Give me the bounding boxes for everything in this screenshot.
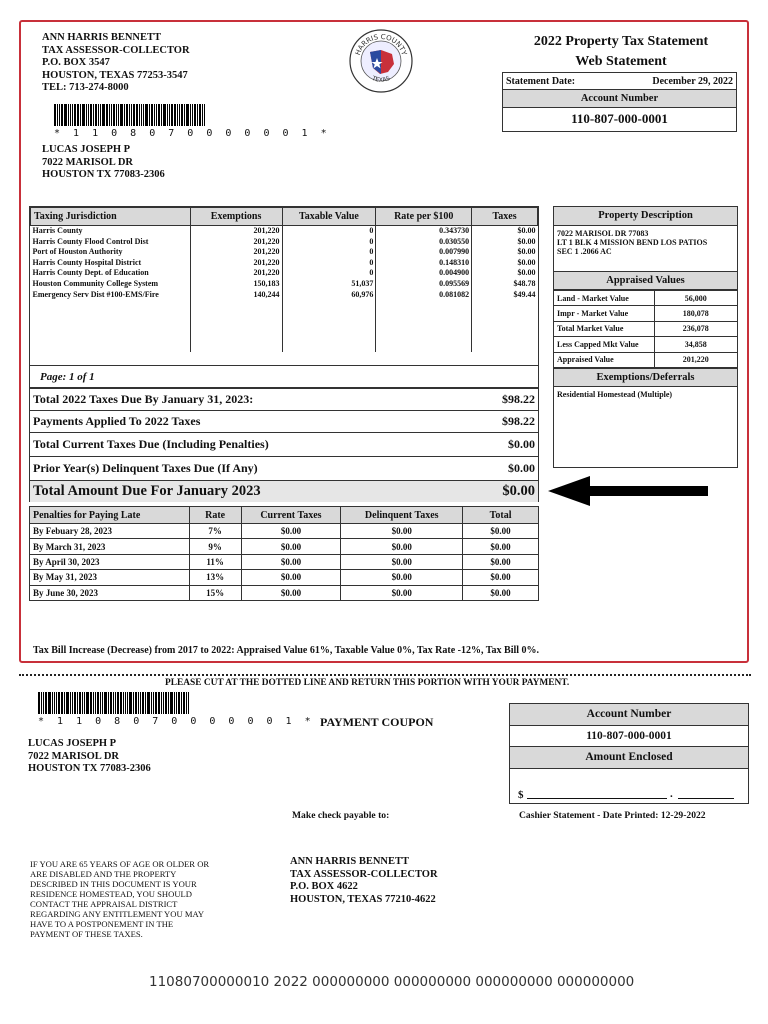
barcode-bar xyxy=(197,104,198,126)
cell-taxes: $0.00 xyxy=(472,237,538,248)
appraised-row xyxy=(554,321,737,336)
barcode-bar xyxy=(82,692,83,714)
appraised-row xyxy=(554,352,737,367)
barcode-bar xyxy=(52,692,53,714)
cell-rate: 0.004900 xyxy=(376,268,472,279)
cashier-statement: Cashier Statement - Date Printed: 12-29-2022 xyxy=(519,810,706,821)
barcode-bar xyxy=(184,104,185,126)
penalty-total: $0.00 xyxy=(463,554,539,569)
coupon-account-label: Account Number xyxy=(510,704,748,726)
property-panel xyxy=(553,206,738,468)
appraised-values-table xyxy=(554,290,737,368)
barcode-bar xyxy=(95,692,96,714)
penalty-row xyxy=(30,524,539,539)
barcode-bar xyxy=(154,104,155,126)
penalty-current: $0.00 xyxy=(241,570,341,585)
barcode-bar xyxy=(38,692,40,714)
barcode-bar xyxy=(118,104,119,126)
barcode-bar xyxy=(170,692,173,714)
current-due-row: Total Current Taxes Due (Including Penalties) $0.00 xyxy=(30,432,538,456)
penalty-delinquent: $0.00 xyxy=(341,585,463,600)
barcode-bar xyxy=(204,104,205,126)
penalty-delinquent: $0.00 xyxy=(341,524,463,539)
barcode-bar xyxy=(153,692,154,714)
barcode-bar xyxy=(80,104,81,126)
barcode-bar xyxy=(106,104,108,126)
statement-subtitle: Web Statement xyxy=(575,54,667,69)
barcode-bar xyxy=(168,692,169,714)
penalty-delinquent: $0.00 xyxy=(341,554,463,569)
barcode-bar xyxy=(72,104,73,126)
col-jurisdiction: Taxing Jurisdiction xyxy=(31,208,191,226)
property-description: 7022 MARISOL DR 77083 LT 1 BLK 4 MISSION BEND LOS PATIOS SEC 1 .2066 AC xyxy=(557,229,708,256)
barcode-bar xyxy=(93,104,94,126)
table-row xyxy=(31,247,538,258)
barcode-bar xyxy=(66,692,69,714)
cell-name: Port of Houston Authority xyxy=(31,247,191,258)
total-taxes-row: Total 2022 Taxes Due By January 31, 2023: $98.22 xyxy=(33,391,535,406)
barcode-bar xyxy=(120,104,123,126)
barcode-bar xyxy=(72,692,73,714)
scan-line: 11080700000010 2022 000000000 000000000 000000000 000000000 xyxy=(149,974,635,990)
barcode-bar xyxy=(163,104,166,126)
appraised-label: Land - Market Value xyxy=(554,291,654,306)
penalty-date: By Febuary 28, 2023 xyxy=(30,524,190,539)
cell-rate: 0.095569 xyxy=(376,279,472,290)
barcode-bar xyxy=(86,104,87,126)
penalty-current: $0.00 xyxy=(241,539,341,554)
penalty-total: $0.00 xyxy=(463,570,539,585)
penalty-row xyxy=(30,554,539,569)
tax-increase-line: Tax Bill Increase (Decrease) from 2017 to 2022: Appraised Value 61%, Taxable Value 0%, Tax Rate -12%, Tax Bill 0%. xyxy=(33,645,540,656)
barcode-bar xyxy=(56,692,57,714)
coupon-account-value: 110-807-000-0001 xyxy=(510,726,748,747)
barcode-bar xyxy=(43,692,44,714)
barcode-bar xyxy=(151,692,152,714)
cell-name: Harris County Hospital District xyxy=(31,258,191,269)
cell-taxable: 51,037 xyxy=(282,279,376,290)
barcode-bar xyxy=(77,692,78,714)
cell-taxable: 0 xyxy=(282,237,376,248)
pen-col-current: Current Taxes xyxy=(241,507,341,524)
penalty-rate: 9% xyxy=(189,539,241,554)
barcode-bar xyxy=(143,104,144,126)
barcode-bar xyxy=(70,104,71,126)
barcode xyxy=(54,104,330,139)
barcode-bar xyxy=(186,692,187,714)
barcode-bar xyxy=(45,692,47,714)
cell-rate: 0.148310 xyxy=(376,258,472,269)
barcode-bar xyxy=(95,104,97,126)
senior-notice: IF YOU ARE 65 YEARS OF AGE OR OLDER OR ARE DISABLED AND THE PROPERTY DESCRIBED IN THIS DOCUMENT IS YOUR RESIDENCE HOMESTEAD, YOU SHOULD CONTACT THE APPRAISAL DISTRICT REGARDING ANY ENTITLEMENT YOU MAY HAVE TO A POSTPONEMENT IN THE PAYMENT OF THESE TAXES. xyxy=(30,859,210,939)
coupon-account-box xyxy=(509,703,749,804)
penalty-current: $0.00 xyxy=(241,524,341,539)
statement-date-value: December 29, 2022 xyxy=(652,75,733,87)
barcode-bar xyxy=(138,692,139,714)
col-exemptions: Exemptions xyxy=(190,208,282,226)
penalty-rate: 13% xyxy=(189,570,241,585)
barcode-bar xyxy=(140,692,141,714)
barcode-bar xyxy=(145,104,148,126)
owner-address: LUCAS JOSEPH P 7022 MARISOL DR HOUSTON TX 77083-2306 xyxy=(42,144,165,181)
payments-row: Payments Applied To 2022 Taxes $98.22 xyxy=(30,410,538,432)
barcode-bar xyxy=(113,104,115,126)
penalty-current: $0.00 xyxy=(241,585,341,600)
barcode-bar xyxy=(58,692,60,714)
account-number-label: Account Number xyxy=(503,90,736,108)
barcode-bar xyxy=(133,692,134,714)
barcode-bar xyxy=(174,104,176,126)
barcode-bar xyxy=(115,692,116,714)
pen-col-delinquent: Delinquent Taxes xyxy=(341,507,463,524)
barcode-bar xyxy=(79,692,81,714)
barcode-bar xyxy=(61,692,63,714)
penalty-current: $0.00 xyxy=(241,554,341,569)
barcode-bar xyxy=(102,104,105,126)
barcode-bar xyxy=(86,692,89,714)
barcode-bar xyxy=(41,692,42,714)
barcode-bar xyxy=(161,692,162,714)
barcode-bar xyxy=(70,692,71,714)
barcode-text: * 1 1 0 8 0 7 0 0 0 0 0 0 1 * xyxy=(54,128,331,139)
barcode-bar xyxy=(161,104,162,126)
cell-exemptions: 201,220 xyxy=(190,268,282,279)
barcode-bar xyxy=(158,692,160,714)
barcode-bar xyxy=(57,104,58,126)
assessor-address: ANN HARRIS BENNETT TAX ASSESSOR-COLLECTOR P.O. BOX 3547 HOUSTON, TEXAS 77253-3547 TEL: 713-274-8000 xyxy=(42,32,190,94)
penalty-date: By May 31, 2023 xyxy=(30,570,190,585)
barcode-bar xyxy=(156,104,157,126)
barcode-bar xyxy=(116,104,117,126)
barcode-bar xyxy=(141,104,142,126)
cell-name: Harris County xyxy=(31,226,191,237)
prior-due-row: Prior Year(s) Delinquent Taxes Due (If Any) $0.00 xyxy=(30,456,538,480)
barcode-bar xyxy=(74,692,76,714)
barcode-bar xyxy=(100,104,101,126)
barcode-bar xyxy=(186,104,189,126)
barcode-bar xyxy=(88,104,89,126)
pen-col-total: Total xyxy=(463,507,539,524)
barcode-bar xyxy=(104,692,107,714)
penalty-rate: 11% xyxy=(189,554,241,569)
appraised-value: 180,078 xyxy=(654,306,737,321)
cell-taxes: $48.78 xyxy=(472,279,538,290)
appraised-value: 34,858 xyxy=(654,337,737,352)
cell-taxable: 0 xyxy=(282,226,376,237)
cell-exemptions: 201,220 xyxy=(190,247,282,258)
page-indicator: Page: 1 of 1 xyxy=(29,366,539,388)
barcode-bar xyxy=(117,692,119,714)
cell-name: Emergency Serv Dist #100-EMS/Fire xyxy=(31,290,191,301)
barcode-bar xyxy=(126,104,128,126)
penalty-total: $0.00 xyxy=(463,539,539,554)
barcode-bar xyxy=(82,104,85,126)
col-taxable: Taxable Value xyxy=(282,208,376,226)
barcode-bar xyxy=(174,692,175,714)
barcode-bar xyxy=(64,692,65,714)
barcode-bar xyxy=(97,692,99,714)
barcode-bar xyxy=(178,692,180,714)
decimal-point: . xyxy=(670,788,673,800)
table-row xyxy=(31,258,538,269)
barcode-bar xyxy=(102,692,103,714)
appraised-label: Total Market Value xyxy=(554,321,654,336)
cell-exemptions: 201,220 xyxy=(190,258,282,269)
barcode-bar xyxy=(109,104,110,126)
barcode-bar xyxy=(202,104,203,126)
barcode-bar xyxy=(123,692,124,714)
table-row xyxy=(31,279,538,290)
appraised-label: Appraised Value xyxy=(554,352,654,367)
penalty-delinquent: $0.00 xyxy=(341,539,463,554)
dollar-sign: $ xyxy=(518,789,524,801)
barcode-bar xyxy=(120,692,122,714)
barcode-bar xyxy=(100,692,101,714)
barcode-bar xyxy=(98,104,99,126)
barcode-bar xyxy=(68,104,69,126)
barcode-bar xyxy=(192,104,193,126)
barcode-bar xyxy=(151,104,153,126)
penalties-table xyxy=(29,506,539,601)
table-row xyxy=(31,226,538,237)
penalty-total: $0.00 xyxy=(463,524,539,539)
statement-title: 2022 Property Tax Statement xyxy=(533,34,709,49)
col-taxes: Taxes xyxy=(472,208,538,226)
barcode-bar xyxy=(177,104,178,126)
barcode-bar xyxy=(163,692,164,714)
coupon-barcode xyxy=(38,692,314,727)
cell-taxable: 0 xyxy=(282,258,376,269)
barcode-bar xyxy=(84,692,85,714)
barcode-bar xyxy=(93,692,94,714)
barcode-bar xyxy=(167,104,168,126)
appraised-label: Less Capped Mkt Value xyxy=(554,337,654,352)
barcode-bar xyxy=(169,104,170,126)
barcode-bar xyxy=(111,104,112,126)
cut-instruction: PLEASE CUT AT THE DOTTED LINE AND RETURN THIS PORTION WITH YOUR PAYMENT. xyxy=(165,678,570,688)
appraised-value: 201,220 xyxy=(654,352,737,367)
barcode-bar xyxy=(131,104,132,126)
table-row xyxy=(31,268,538,279)
cell-taxable: 0 xyxy=(282,247,376,258)
account-number-value: 110-807-000-0001 xyxy=(571,111,668,126)
barcode-bar xyxy=(181,692,182,714)
cell-taxes: $0.00 xyxy=(472,226,538,237)
barcode-bar xyxy=(90,692,92,714)
barcode-bar xyxy=(64,104,67,126)
appraised-values-header: Appraised Values xyxy=(554,271,737,290)
barcode-bar xyxy=(90,104,92,126)
penalty-rate: 15% xyxy=(189,585,241,600)
barcode-bar xyxy=(127,692,128,714)
pen-col-rate: Rate xyxy=(189,507,241,524)
barcode-bar xyxy=(125,692,126,714)
barcode-bar xyxy=(190,104,191,126)
barcode-bar xyxy=(77,104,79,126)
coupon-barcode-text: * 1 1 0 8 0 7 0 0 0 0 0 0 1 * xyxy=(38,716,315,727)
col-rate: Rate per $100 xyxy=(376,208,472,226)
barcode-bar xyxy=(155,692,157,714)
penalty-date: By June 30, 2023 xyxy=(30,585,190,600)
barcode-bar xyxy=(142,692,144,714)
svg-text:TEXAS: TEXAS xyxy=(370,74,392,84)
barcode-bar xyxy=(188,692,189,714)
cell-taxes: $0.00 xyxy=(472,268,538,279)
barcode-bar xyxy=(165,692,167,714)
svg-text:HARRIS COUNTY: HARRIS COUNTY xyxy=(353,32,409,57)
exemptions-header: Exemptions/Deferrals xyxy=(554,368,737,387)
appraised-value: 56,000 xyxy=(654,291,737,306)
cell-name: Houston Community College System xyxy=(31,279,191,290)
barcode-bar xyxy=(129,104,130,126)
payment-coupon-title: PAYMENT COUPON xyxy=(320,715,434,729)
cell-rate: 0.343730 xyxy=(376,226,472,237)
barcode-bar xyxy=(145,692,146,714)
appraised-row xyxy=(554,291,737,306)
cell-rate: 0.007990 xyxy=(376,247,472,258)
appraised-value: 236,078 xyxy=(654,321,737,336)
barcode-bar xyxy=(176,692,177,714)
cell-taxes: $0.00 xyxy=(472,258,538,269)
barcode-bar xyxy=(139,104,140,126)
barcode-bar xyxy=(129,692,132,714)
barcode-bar xyxy=(59,104,60,126)
payee-address: ANN HARRIS BENNETT TAX ASSESSOR-COLLECTOR P.O. BOX 4622 HOUSTON, TEXAS 77210-4622 xyxy=(290,856,438,905)
table-row xyxy=(31,290,538,301)
exemptions-value: Residential Homestead (Multiple) xyxy=(557,389,673,399)
barcode-bar xyxy=(181,104,183,126)
cell-taxes: $49.44 xyxy=(472,290,538,301)
barcode-bar xyxy=(133,104,135,126)
barcode-bar xyxy=(110,692,112,714)
appraised-row xyxy=(554,337,737,352)
cell-exemptions: 140,244 xyxy=(190,290,282,301)
barcode-bar xyxy=(74,104,76,126)
penalty-date: By April 30, 2023 xyxy=(30,554,190,569)
barcode-bar xyxy=(135,692,137,714)
penalty-row xyxy=(30,570,539,585)
barcode-bar xyxy=(194,104,196,126)
cell-taxable: 60,976 xyxy=(282,290,376,301)
appraised-row xyxy=(554,306,737,321)
barcode-bar xyxy=(108,692,109,714)
cell-name: Harris County Flood Control Dist xyxy=(31,237,191,248)
amount-cents-field[interactable] xyxy=(678,798,734,799)
cell-exemptions: 201,220 xyxy=(190,237,282,248)
penalty-date: By March 31, 2023 xyxy=(30,539,190,554)
barcode-bar xyxy=(171,104,173,126)
cell-taxable: 0 xyxy=(282,268,376,279)
barcode-bar xyxy=(54,104,56,126)
cell-rate: 0.030550 xyxy=(376,237,472,248)
appraised-label: Impr - Market Value xyxy=(554,306,654,321)
barcode-bar xyxy=(61,104,63,126)
penalty-total: $0.00 xyxy=(463,585,539,600)
penalty-row xyxy=(30,585,539,600)
cell-exemptions: 150,183 xyxy=(190,279,282,290)
barcode-bar xyxy=(48,692,51,714)
penalty-delinquent: $0.00 xyxy=(341,570,463,585)
barcode-bar xyxy=(183,692,185,714)
pen-col-period: Penalties for Paying Late xyxy=(30,507,190,524)
barcode-bar xyxy=(179,104,180,126)
penalty-row xyxy=(30,539,539,554)
cell-name: Harris County Dept. of Education xyxy=(31,268,191,279)
amount-due-row: Total Amount Due For January 2023 $0.00 xyxy=(30,480,538,502)
coupon-owner-address: LUCAS JOSEPH P 7022 MARISOL DR HOUSTON TX 77083-2306 xyxy=(28,738,151,775)
barcode-bar xyxy=(149,104,150,126)
statement-date-label: Statement Date: xyxy=(506,75,576,87)
statement-title-block xyxy=(505,32,737,72)
payable-label: Make check payable to: xyxy=(292,810,390,821)
cell-exemptions: 201,220 xyxy=(190,226,282,237)
arrow-icon xyxy=(548,476,710,511)
barcode-bar xyxy=(199,104,201,126)
account-box xyxy=(502,72,737,132)
property-description-header: Property Description xyxy=(554,207,737,226)
barcode-bar xyxy=(113,692,114,714)
cell-taxes: $0.00 xyxy=(472,247,538,258)
harris-county-seal xyxy=(348,28,414,94)
amount-dollars-field[interactable] xyxy=(527,798,667,799)
cell-rate: 0.081082 xyxy=(376,290,472,301)
amount-enclosed-label: Amount Enclosed xyxy=(510,747,748,769)
barcode-bar xyxy=(147,692,150,714)
table-row xyxy=(31,237,538,248)
jurisdiction-table xyxy=(29,206,539,366)
barcode-bar xyxy=(158,104,160,126)
cut-line xyxy=(19,674,751,676)
barcode-bar xyxy=(54,692,55,714)
barcode-bar xyxy=(136,104,138,126)
barcode-bar xyxy=(124,104,125,126)
penalty-rate: 7% xyxy=(189,524,241,539)
